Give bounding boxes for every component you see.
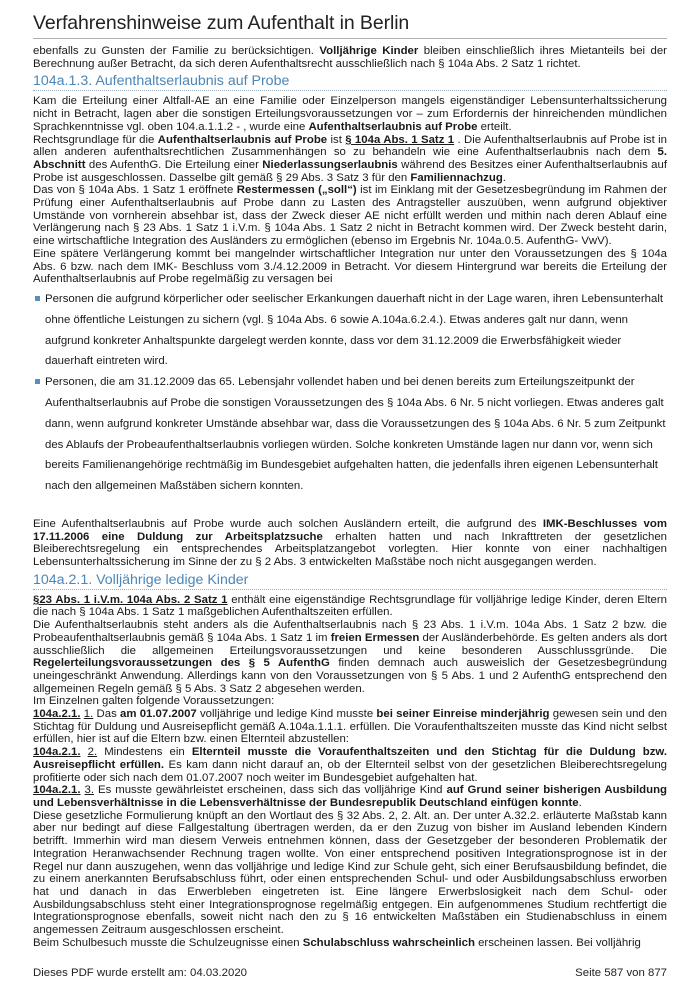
bold-text: Schulabschluss wahrscheinlich — [302, 936, 475, 949]
bold-text: Niederlassungserlaubnis — [262, 158, 398, 171]
bold-text: 5. Abschnitt — [33, 146, 667, 171]
bold-text: auf Grund seiner bisherigen Ausbildung und Lebensverhältnisse in die Lebensverhältnisse der Bundesrepublik Deutschland einfügen konnte — [33, 784, 667, 809]
paragraph — [33, 134, 667, 185]
bold-text: Aufenthaltserlaubnis auf Probe — [308, 120, 478, 133]
square-bullet-icon — [35, 379, 40, 384]
bold-text: Aufenthaltserlaubnis auf Probe — [157, 133, 328, 146]
text-run: . Die Aufenthaltserlaubnis auf Probe ist in allen anderen aufenthaltsrechtlichen Zusammenhängen so zu behandeln wie eine Aufenthaltserlaubnis nach dem — [33, 133, 667, 159]
text-run: 2. — [87, 746, 98, 759]
text-run: Beim Schulbesuch musste die Schulzeugnisse einen — [33, 936, 303, 949]
document-body — [33, 45, 667, 949]
text-run: Die Aufenthaltserlaubnis steht anders als die Aufenthaltserlaubnis nach § 23 Abs. 1 i.V.m. 104a Abs. 1 Satz 2 bzw. die Probeaufenthaltserlaubnis gemäß § 104a Abs. 1 Satz 1 im — [33, 619, 667, 644]
text-run: bleiben einschließlich ihres Mietanteils bei der Berechnung außer Betracht, da sich deren Aufenthaltsrecht ausschließlich nach § 104a Abs. 2 Satz 1 richtet. — [33, 45, 667, 70]
paragraph — [33, 708, 667, 746]
list-item-text: Personen die aufgrund körperlicher oder seelischer Erkankungen dauerhaft nicht in der Lage waren, ihren Lebensunterhalt ohne öffentliche Leistungen zu sichern (vgl. § 104a Abs. 6 sowie A.104a.6.2.4.). Etwas anderes galt nur dann, wenn aufgrund konkreter Anhaltspunkte dargelegt werden konnte, dass vor dem 31.12.2009 die Erwerbsfähigkeit wieder dauerhaft eintreten wird. — [45, 292, 664, 368]
document-title: Verfahrenshinweise zum Aufenthalt in Berlin — [33, 12, 410, 34]
bold-text: IMK-Beschlusses vom 17.11.2006 eine Duldung zur Arbeitsplatzsuche — [33, 517, 667, 543]
paragraph — [33, 518, 667, 569]
paragraph — [33, 784, 667, 809]
text-run: erhalten hatten und nach Inkrafttreten der gesetzlichen Bleiberechtsregelung ein entsprechendes Arbeitsplatzangebot vorlegten. Hier konnte von einer nachhaltigen Lebensunterhaltssicherung im Sinne der zu § 2 Abs. 3 entwickelten Maßstäbe noch nicht ausgegangen werden. — [33, 530, 667, 569]
text-run: 1. — [83, 708, 94, 721]
paragraph — [33, 810, 667, 937]
text-run: Es musste gewährleistet erscheinen, dass sich das volljährige Kind — [94, 784, 447, 797]
text-run: ist — [327, 133, 346, 146]
bold-text: §23 Abs. 1 i.V.m. 104a Abs. 2 Satz 1 — [33, 593, 228, 606]
text-run: enthält eine eigenständige Rechtsgrundlage für volljährige ledige Kinder, deren Eltern die nach § 104a Abs. 1 Satz 1 maßgeblichen Aufenthaltszeiten erfüllen. — [33, 593, 667, 619]
bold-text: Familiennachzug — [410, 171, 503, 184]
bullet-list — [33, 289, 667, 497]
creation-date: Dieses PDF wurde erstellt am: 04.03.2020 — [33, 967, 247, 979]
text-run: Diese gesetzliche Formulierung knüpft an den Wortlaut des § 32 Abs. 2, 2. Alt. an. Der unter A.32.2. erläuterte Maßstab kann aber nur bedingt auf diese Fallgestaltung übertragen werden, da er den Zuzug von bisher im Ausland lebenden Kindern betrifft. Immerhin wird man diesem Verweis entnehmen können, dass der Gesetzgeber der besonderen Problematik der Integration Heranwachsender Rechnung tragen wollte. Von einer entsprechend positiven Integrationsprognose ist in der Regel nur dann auszugehen, wenn das volljährige und ledige Kind zur Schule geht, sich einer Berufsausbildung befindet, die zu einem anerkannten Berufsabschluss führt, oder einen entsprechenden Schul- und oder Ausbildungsabschluss erworben hat und danach in das Erwerbleben eingetreten ist. Eine längere Erwerbslosigkeit nach dem Schul- oder Ausbildungsabschluss steht einer Integrationsprognose regelmäßig entgegen. Ein aufgenommenes Studium rechtfertigt die Integrationsprognose ebenfalls, soweit nicht nach den zu § 16 entwickelten Maßstäben ein Studienabschluss in einem angemessen Zeitraum ausgeschlossen erscheint. — [33, 809, 667, 937]
text-run: ebenfalls zu Gunsten der Familie zu berücksichtigen. — [33, 45, 320, 57]
bold-text: 104a.2.1. — [33, 708, 81, 721]
text-run: während des Besitzes einer Aufenthaltserlaubnis auf Probe ist ausgeschlossen. Dasselbe gilt gemäß § 29 Abs. 3 Satz 3 für den — [33, 158, 667, 184]
bold-text: § 104a Abs. 1 Satz 1 — [345, 133, 455, 146]
text-run: erscheinen lassen. Bei volljährig — [474, 936, 641, 949]
paragraph — [33, 184, 667, 248]
text-run: Es kam dann nicht darauf an, ob der Elternteil selbst von der gesetzlichen Bleiberechtsregelung profitierte oder sich nach dem 01.07.2007 noch weiter im Bundesgebiet aufgehalten hat. — [33, 758, 667, 784]
page-number: Seite 587 von 877 — [575, 967, 667, 979]
text-run: Rechtsgrundlage für die — [33, 133, 158, 146]
text-run: Mindestens ein — [97, 746, 192, 759]
text-run: finden demnach auch ausweislich der Gesetzesbegründung uneingeschränkt Anwendung. Allerdings kann von den Voraussetzungen von § 5 Abs. 1 und 2 AufenthG entsprechend den allgemeinen Regeln gemäß § 5 Abs. 3 Satz 2 abgesehen werden. — [33, 657, 667, 695]
paragraph — [33, 95, 667, 133]
page-footer — [33, 967, 667, 979]
text-run: . — [502, 171, 506, 184]
section-heading-ledige-kinder: 104a.2.1. Volljährige ledige Kinder — [33, 572, 667, 590]
text-run: ist im Einklang mit der Gesetzesbegründung im Rahmen der Prüfung einer Aufenthaltserlaubnis auf Probe dann zu Lasten des Antragsteller auszuüben, wenn aufgrund objektiver Umstände von vornherein absehbar ist, dass der Zweck dieser AE nicht erfüllt werden und mithin nach deren Ablauf eine Verlängerung nach § 23 Abs. 1 Satz 1 i.V.m. § 104a Abs. 1 Satz 2 nicht in Betracht kommen wird. Der Zweck besteht darin, eine wirtschaftliche Integration des Ausländers zu ermöglichen (ebenso im Ergebnis Nr. 104a.0.5. AufenthG- VwV). — [33, 184, 667, 248]
text-run: Kam die Erteilung einer Altfall-AE an eine Familie oder Einzelperson mangels eigenständiger Lebensunterhaltssicherung nicht in Betracht, lagen aber die sonstigen Erteilungsvoraussetzungen vor – zum Erfordernis der hinreichenden mündlichen Sprachkenntnisse vgl. oben 104.a.1.1.2 - , wurde eine — [33, 95, 667, 133]
bold-text: 104a.2.1. — [33, 784, 81, 797]
list-item-text: Personen, die am 31.12.2009 das 65. Lebensjahr vollendet haben und bei denen bereits zum Erteilungszeitpunkt der Aufenthaltserlaubnis auf Probe die sonstigen Voraussetzungen des § 104a Abs. 6 Nr. 5 nicht vorliegen. Etwas anderes galt dann, wenn aufgrund konkreter Umstände absehbar war, dass die Voraussetzungen des § 104a Abs. 6 Nr. 5 zum Zeitpunkt des Ablaufs der Probeaufenthaltserlaubnis vorliegen würden. Solche konkreten Umstände lagen nur dann vor, wenn sich bereits Familienangehörige rechtmäßig im Bundesgebiet aufgehalten hatten, die jedenfalls ihren eigenen Lebensunterhalt nach den allgemeinen Maßstäben sichern konnten. — [45, 376, 666, 493]
bold-text: Regelerteilungsvoraussetzungen des § 5 AufenthG — [33, 657, 330, 670]
text-run: 3. — [84, 784, 94, 797]
list-item — [45, 372, 667, 497]
text-run: erteilt. — [477, 120, 512, 133]
text-run: . — [578, 796, 582, 809]
bold-text: freien Ermessen — [330, 631, 420, 644]
text-run: der Ausländerbehörde. Es gelten anders als dort ausschließlich die allgemeinen Erteilungsvoraussetzungen und keine besonderen Ausschlussgründe. Die — [33, 631, 667, 657]
paragraph — [33, 248, 667, 286]
text-run: Im Einzelnen galten folgende Voraussetzungen: — [33, 695, 275, 708]
paragraph — [33, 937, 667, 950]
bold-text: am 01.07.2007 — [120, 708, 197, 721]
text-run: Das — [93, 708, 121, 721]
paragraph — [33, 746, 667, 784]
paragraph — [33, 695, 667, 708]
section-heading-probe: 104a.1.3. Aufenthaltserlaubnis auf Probe — [33, 73, 667, 91]
text-run: Eine spätere Verlängerung kommt bei mangelnder wirtschaftlicher Integration nur unter den Voraussetzungen des § 104a Abs. 6 bzw. nach dem IMK- Beschluss vom 3./4.12.2009 in Betracht. Vor diesem Hintergrund war bereits die Erteilung der Aufenthaltserlaubnis auf Probe regelmäßig zu versagen bei — [33, 247, 667, 286]
text-run: Eine Aufenthaltserlaubnis auf Probe wurde auch solchen Ausländern erteilt, die aufgrund des — [33, 517, 543, 530]
paragraph — [33, 45, 667, 70]
paragraph — [33, 594, 667, 619]
list-item — [45, 289, 667, 372]
square-bullet-icon — [35, 296, 40, 301]
text-run: gewesen sein und den Stichtag für Duldung und Ausreisepflicht gemäß A.104a.1.1.1. erfüllen. Die Voraufenthaltszeiten musste das Kind nicht selbst erfüllen, hier ist auf die Eltern bzw. einen Elternteil abzustellen: — [33, 708, 667, 746]
bold-text: 104a.2.1. — [33, 746, 81, 759]
text-run: des AufenthG. Die Erteilung einer — [85, 158, 263, 171]
text-run: volljährige und ledige Kind musste — [196, 708, 377, 721]
text-run: Das von § 104a Abs. 1 Satz 1 eröffnete — [33, 184, 237, 197]
bold-text: bei seiner Einreise minderjährig — [376, 708, 550, 721]
paragraph — [33, 619, 667, 695]
page-header — [33, 12, 667, 39]
bold-text: Restermessen („soll“) — [236, 184, 357, 197]
bold-text: Volljährige Kinder — [319, 45, 419, 57]
bold-text: Elternteil musste die Voraufenthaltszeiten und den Stichtag für die Duldung bzw. Ausreisepflicht erfüllen. — [33, 746, 668, 771]
text-run — [81, 746, 88, 758]
